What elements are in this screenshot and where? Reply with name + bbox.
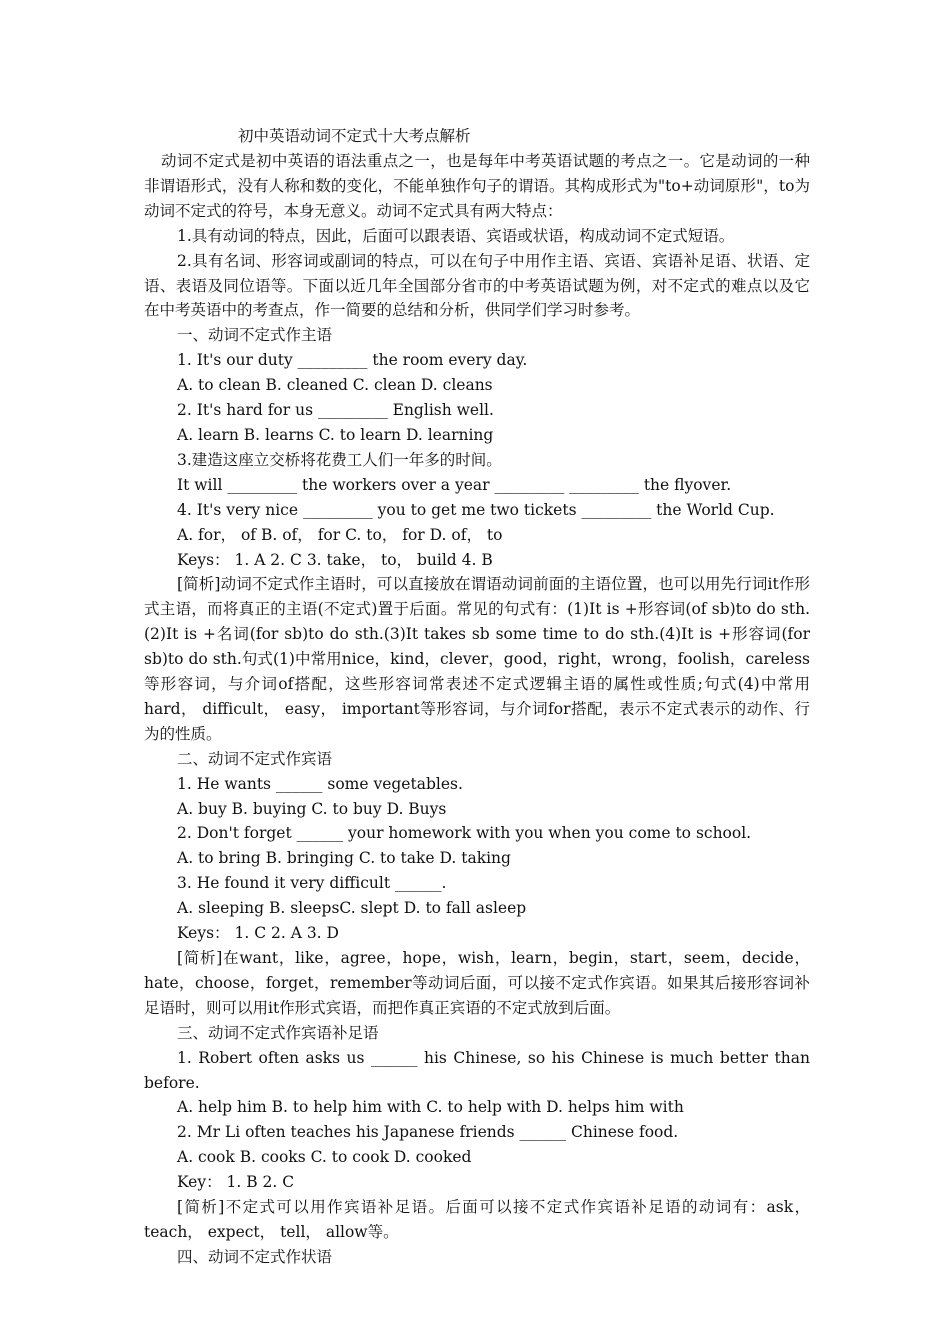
paragraph: 1. It's our duty _________ the room every day. (177, 351, 528, 370)
paragraph: A. learn B. learns C. to learn D. learning (177, 425, 494, 444)
paragraph: 1. He wants ______ some vegetables. (177, 774, 463, 793)
paragraph: Keys： 1. C 2. A 3. D (177, 924, 339, 943)
paragraph: 1. Robert often asks us ______ his Chinese, so his Chinese is much better than before. (144, 1048, 810, 1092)
paragraph: 4. It's very nice _________ you to get me two tickets _________ the World Cup. (177, 500, 775, 519)
paragraph: 二、动词不定式作宾语 (177, 749, 333, 768)
paragraph: A. buy B. buying C. to buy D. Buys (177, 799, 447, 818)
document-title: 初中英语动词不定式十大考点解析 (238, 127, 471, 145)
paragraph: Key： 1. B 2. C (177, 1173, 295, 1192)
paragraph: [简析]不定式可以用作宾语补足语。后面可以接不定式作宾语补足语的动词有：ask， teach， expect， tell， allow等。 (144, 1198, 810, 1241)
paragraph: A. help him B. to help him with C. to help with D. helps him with (177, 1098, 684, 1117)
paragraph: [简析]在want，like，agree，hope，wish，learn，begin，start，seem，decide，hate，choose，forget，remember等动词后面，可以接不定式作宾语。如果其后接形容词补足语时，则可以用it作形式宾语，而把作真正宾语的不定式放到后面。 (144, 949, 810, 1017)
paragraph: 3.建造这座立交桥将花费工人们一年多的时间。 (177, 450, 502, 469)
paragraph: A. sleeping B. sleepsC. slept D. to fall asleep (177, 899, 527, 918)
paragraph: 2. Don't forget ______ your homework with you when you come to school. (177, 824, 752, 843)
paragraph: It will _________ the workers over a year _________ _________ the flyover. (177, 475, 732, 494)
paragraph: 1.具有动词的特点，因此，后面可以跟表语、宾语或状语，构成动词不定式短语。 (177, 226, 735, 245)
document-body (144, 149, 810, 1270)
paragraph: A. for， of B. of， for C. to， for D. of， to (177, 525, 503, 544)
paragraph: A. to clean B. cleaned C. clean D. cleans (177, 376, 493, 395)
paragraph: Keys： 1. A 2. C 3. take， to， build 4. B (177, 550, 493, 569)
paragraph: 三、动词不定式作宾语补足语 (177, 1023, 379, 1042)
paragraph: 2. It's hard for us _________ English well. (177, 401, 494, 420)
paragraph: 四、动词不定式作状语 (177, 1247, 333, 1266)
paragraph: 2.具有名词、形容词或副词的特点，可以在句子中用作主语、宾语、宾语补足语、状语、定语、表语及同位语等。下面以近几年全国部分省市的中考英语试题为例，对不定式的难点以及它在中考英语中的考查点，作一简要的总结和分析，供同学们学习时参考。 (144, 251, 810, 320)
paragraph: 2. Mr Li often teaches his Japanese friends ______ Chinese food. (177, 1123, 679, 1142)
paragraph: 一、动词不定式作主语 (177, 326, 333, 345)
paragraph: A. to bring B. bringing C. to take D. taking (177, 849, 511, 868)
paragraph: 动词不定式是初中英语的语法重点之一，也是每年中考英语试题的考点之一。它是动词的一种非谓语形式，没有人称和数的变化，不能单独作句子的谓语。其构成形式为"to+动词原形"，to为动词不定式的符号，本身无意义。动词不定式具有两大特点： (144, 152, 810, 220)
paragraph: [简析]动词不定式作主语时，可以直接放在谓语动词前面的主语位置，也可以用先行词it作形式主语，而将真正的主语(不定式)置于后面。常见的句式有：(1)It is +形容词(of sb)to do sth.(2)It is +名词(for sb)to do sth.(3)It takes sb some time to do sth.(4)It is +形容词(for sb)to do sth.句式(1)中常用nice，kind，clever，good，right，wrong，foolish，careless等形容词，与介词of搭配，这些形容词常表述不定式逻辑主语的属性或性质;句式(4)中常用hard， difficult， easy， important等形容词，与介词for搭配，表示不定式表示的动作、行为的性质。 (144, 575, 810, 743)
paragraph: A. cook B. cooks C. to cook D. cooked (177, 1148, 472, 1167)
paragraph: 3. He found it very difficult ______. (177, 874, 447, 893)
